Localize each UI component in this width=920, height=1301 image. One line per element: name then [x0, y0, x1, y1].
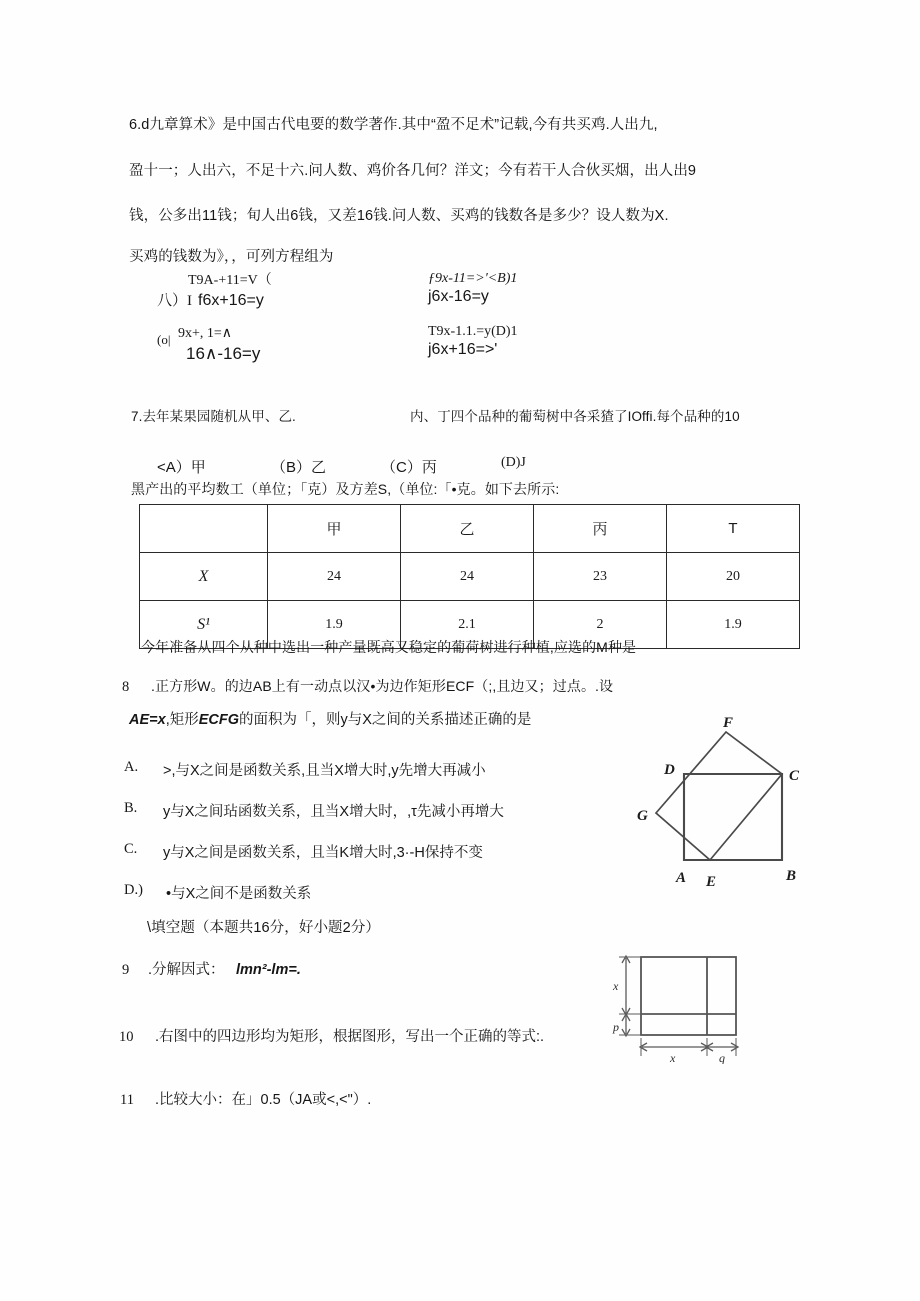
table-header-cell-0: [140, 505, 268, 553]
table-cell-mean-jia: 24: [268, 553, 401, 601]
q8-choice-d-text[interactable]: •与X之间不是函数关系: [166, 886, 312, 902]
table-row-label-variance: S¹: [140, 601, 268, 649]
q8-choice-c-text[interactable]: y与X之间是函数关系，且当K增大时,3·-H保持不变: [163, 845, 483, 861]
rectangle-ecfg: [656, 732, 782, 860]
table-row-label-mean: X: [140, 553, 268, 601]
q8-line-1: .正方形W。的边AB上有一动点以汉•为边作矩形ECF（;,且边又；过点。.设: [151, 678, 614, 694]
q8-ecfg-expression: ECFG: [198, 712, 239, 728]
q10-text: .右图中的四边形均为矩形，根据图形，写出一个正确的等式:.: [155, 1029, 545, 1045]
q6-option-b-eq-bottom: j6x-16=y: [428, 287, 489, 305]
vertex-label-g: G: [637, 808, 648, 824]
vertex-label-c: C: [789, 768, 800, 784]
vertex-label-e: E: [706, 874, 717, 890]
q6-option-d[interactable]: [428, 325, 518, 358]
q8-choice-d-label: D.): [124, 882, 143, 898]
table-cell-mean-yi: 24: [401, 553, 534, 601]
table-cell-mean-bing: 23: [534, 553, 667, 601]
q11-text: .比较大小：在」0.5（JA或<,<"）.: [155, 1092, 372, 1108]
table-header-row: [140, 505, 800, 553]
table-cell-variance-ding: 1.9: [667, 601, 800, 649]
table-cell-variance-jia: 1.9: [268, 601, 401, 649]
table-header-cell-2: 乙: [401, 505, 534, 553]
q6-line-3: 钱，公多出11钱；旬人出6钱，又差16钱.问人数、买鸡的钱数各是多少？设人数为X.: [129, 208, 669, 224]
q8-choice-c-label: C.: [124, 841, 138, 857]
square-abcd: [684, 774, 782, 860]
q6-option-b-eq-top: ƒ9x-11=>'<B)1: [428, 271, 518, 286]
q8-line-2: [129, 712, 531, 729]
q6-option-c-eq-top: 9x+, 1=∧: [178, 326, 233, 341]
q7-line-2: 黑产出的平均数工（单位；「克）及方差S,（单位:「•克。如下去所示:: [131, 481, 560, 497]
table-cell-variance-yi: 2.1: [401, 601, 534, 649]
q9-expression: lmn²-lm=.: [236, 962, 301, 978]
rectangle-dissection-svg: [600, 952, 760, 1064]
q6-option-c-eq-bottom: 16∧-16=y: [186, 343, 261, 363]
q7-choice-b[interactable]: （B）乙: [271, 459, 327, 476]
q8-number: 8: [122, 679, 130, 695]
q7-choice-d[interactable]: (D)J: [501, 455, 526, 470]
q7-line-3: 今年准备从四个从种中选出一种产量既高又稳定的葡荷树进行种植,应选的M种是: [141, 639, 637, 655]
q8-ae-expression: AE=x: [129, 712, 166, 728]
q8-geometry-figure: [634, 712, 830, 890]
q7-line-1-right: 内、丁四个品种的葡萄树中各采猹了IOffi.每个品种的10: [410, 409, 740, 424]
q7-choice-a[interactable]: <A）甲: [157, 459, 206, 476]
outer-rectangle: [641, 957, 736, 1035]
table-header-cell-4: T: [667, 505, 800, 553]
q6-option-b[interactable]: [428, 272, 517, 305]
vertex-label-b: B: [786, 868, 797, 884]
q6-line-4: 买鸡的钱数为》，，可列方程组为: [129, 249, 334, 265]
table-header-cell-1: 甲: [268, 505, 401, 553]
dim-label-q-horizontal: q: [719, 1051, 725, 1064]
q6-line-1: 6.d九章算术》是中国古代电要的数学著作.其中“盈不足术”记载,今有共买鸡.人出九,: [129, 117, 658, 133]
q8-line-2-rest: ,矩形: [165, 712, 199, 728]
square-rectangle-svg: [634, 712, 830, 890]
q7-choice-c[interactable]: （C）丙: [381, 459, 437, 476]
q9-prompt: .分解因式：: [148, 962, 225, 978]
q9-number: 9: [122, 962, 130, 978]
table-row: [140, 553, 800, 601]
q6-option-c-lead: (o|: [157, 332, 171, 347]
vertex-label-d: D: [664, 762, 675, 778]
q10-number: 10: [119, 1029, 134, 1045]
dim-label-x-vertical: x: [613, 979, 619, 993]
q8-line-2-tail: 的面积为「，则y与X之间的关系描述正确的是: [239, 712, 532, 728]
q6-option-d-eq-top: T9x-1.1.=y(D)1: [428, 324, 518, 339]
q6-line-2: 盈十一；人出六，不足十六.问人数、鸡价各几何？洋文；今有若干人合伙买烟，出人出9: [129, 163, 697, 179]
q7-line-1-left: 7.去年某果园随机从甲、乙.: [131, 409, 296, 424]
q6-option-c[interactable]: [178, 327, 260, 363]
vertex-label-a: A: [676, 870, 687, 886]
q6-option-d-eq-bottom: j6x+16=>': [428, 340, 498, 358]
q6-option-a-lead: 八）I: [157, 293, 192, 309]
table-header-cell-3: 丙: [534, 505, 667, 553]
grape-variety-table: [139, 504, 800, 649]
q8-choice-b-label: B.: [124, 800, 138, 816]
table-cell-mean-ding: 20: [667, 553, 800, 601]
table-cell-variance-bing: 2: [534, 601, 667, 649]
fill-in-blank-section-heading: \填空题（本题共16分，好小题2分）: [147, 920, 381, 936]
q6-option-a-eq-bottom: f6x+16=y: [198, 291, 264, 309]
q6-option-a-eq-top: T9A-+11=V（: [188, 273, 272, 288]
q8-choice-b-text[interactable]: y与X之间玷函数关系，且当X增大时，,τ先减小再增大: [163, 804, 504, 820]
q6-option-a[interactable]: [188, 274, 272, 309]
dim-label-x-horizontal: x: [670, 1051, 676, 1064]
q8-choice-a-text[interactable]: >,与X之间是函数关系,且当X增大时,y先增大再减小: [163, 763, 486, 779]
q11-number: 11: [120, 1092, 134, 1108]
dim-label-p-vertical: p: [613, 1020, 619, 1034]
q10-rectangle-figure: [600, 952, 760, 1064]
vertex-label-f: F: [723, 715, 734, 731]
q8-choice-a-label: A.: [124, 759, 139, 775]
